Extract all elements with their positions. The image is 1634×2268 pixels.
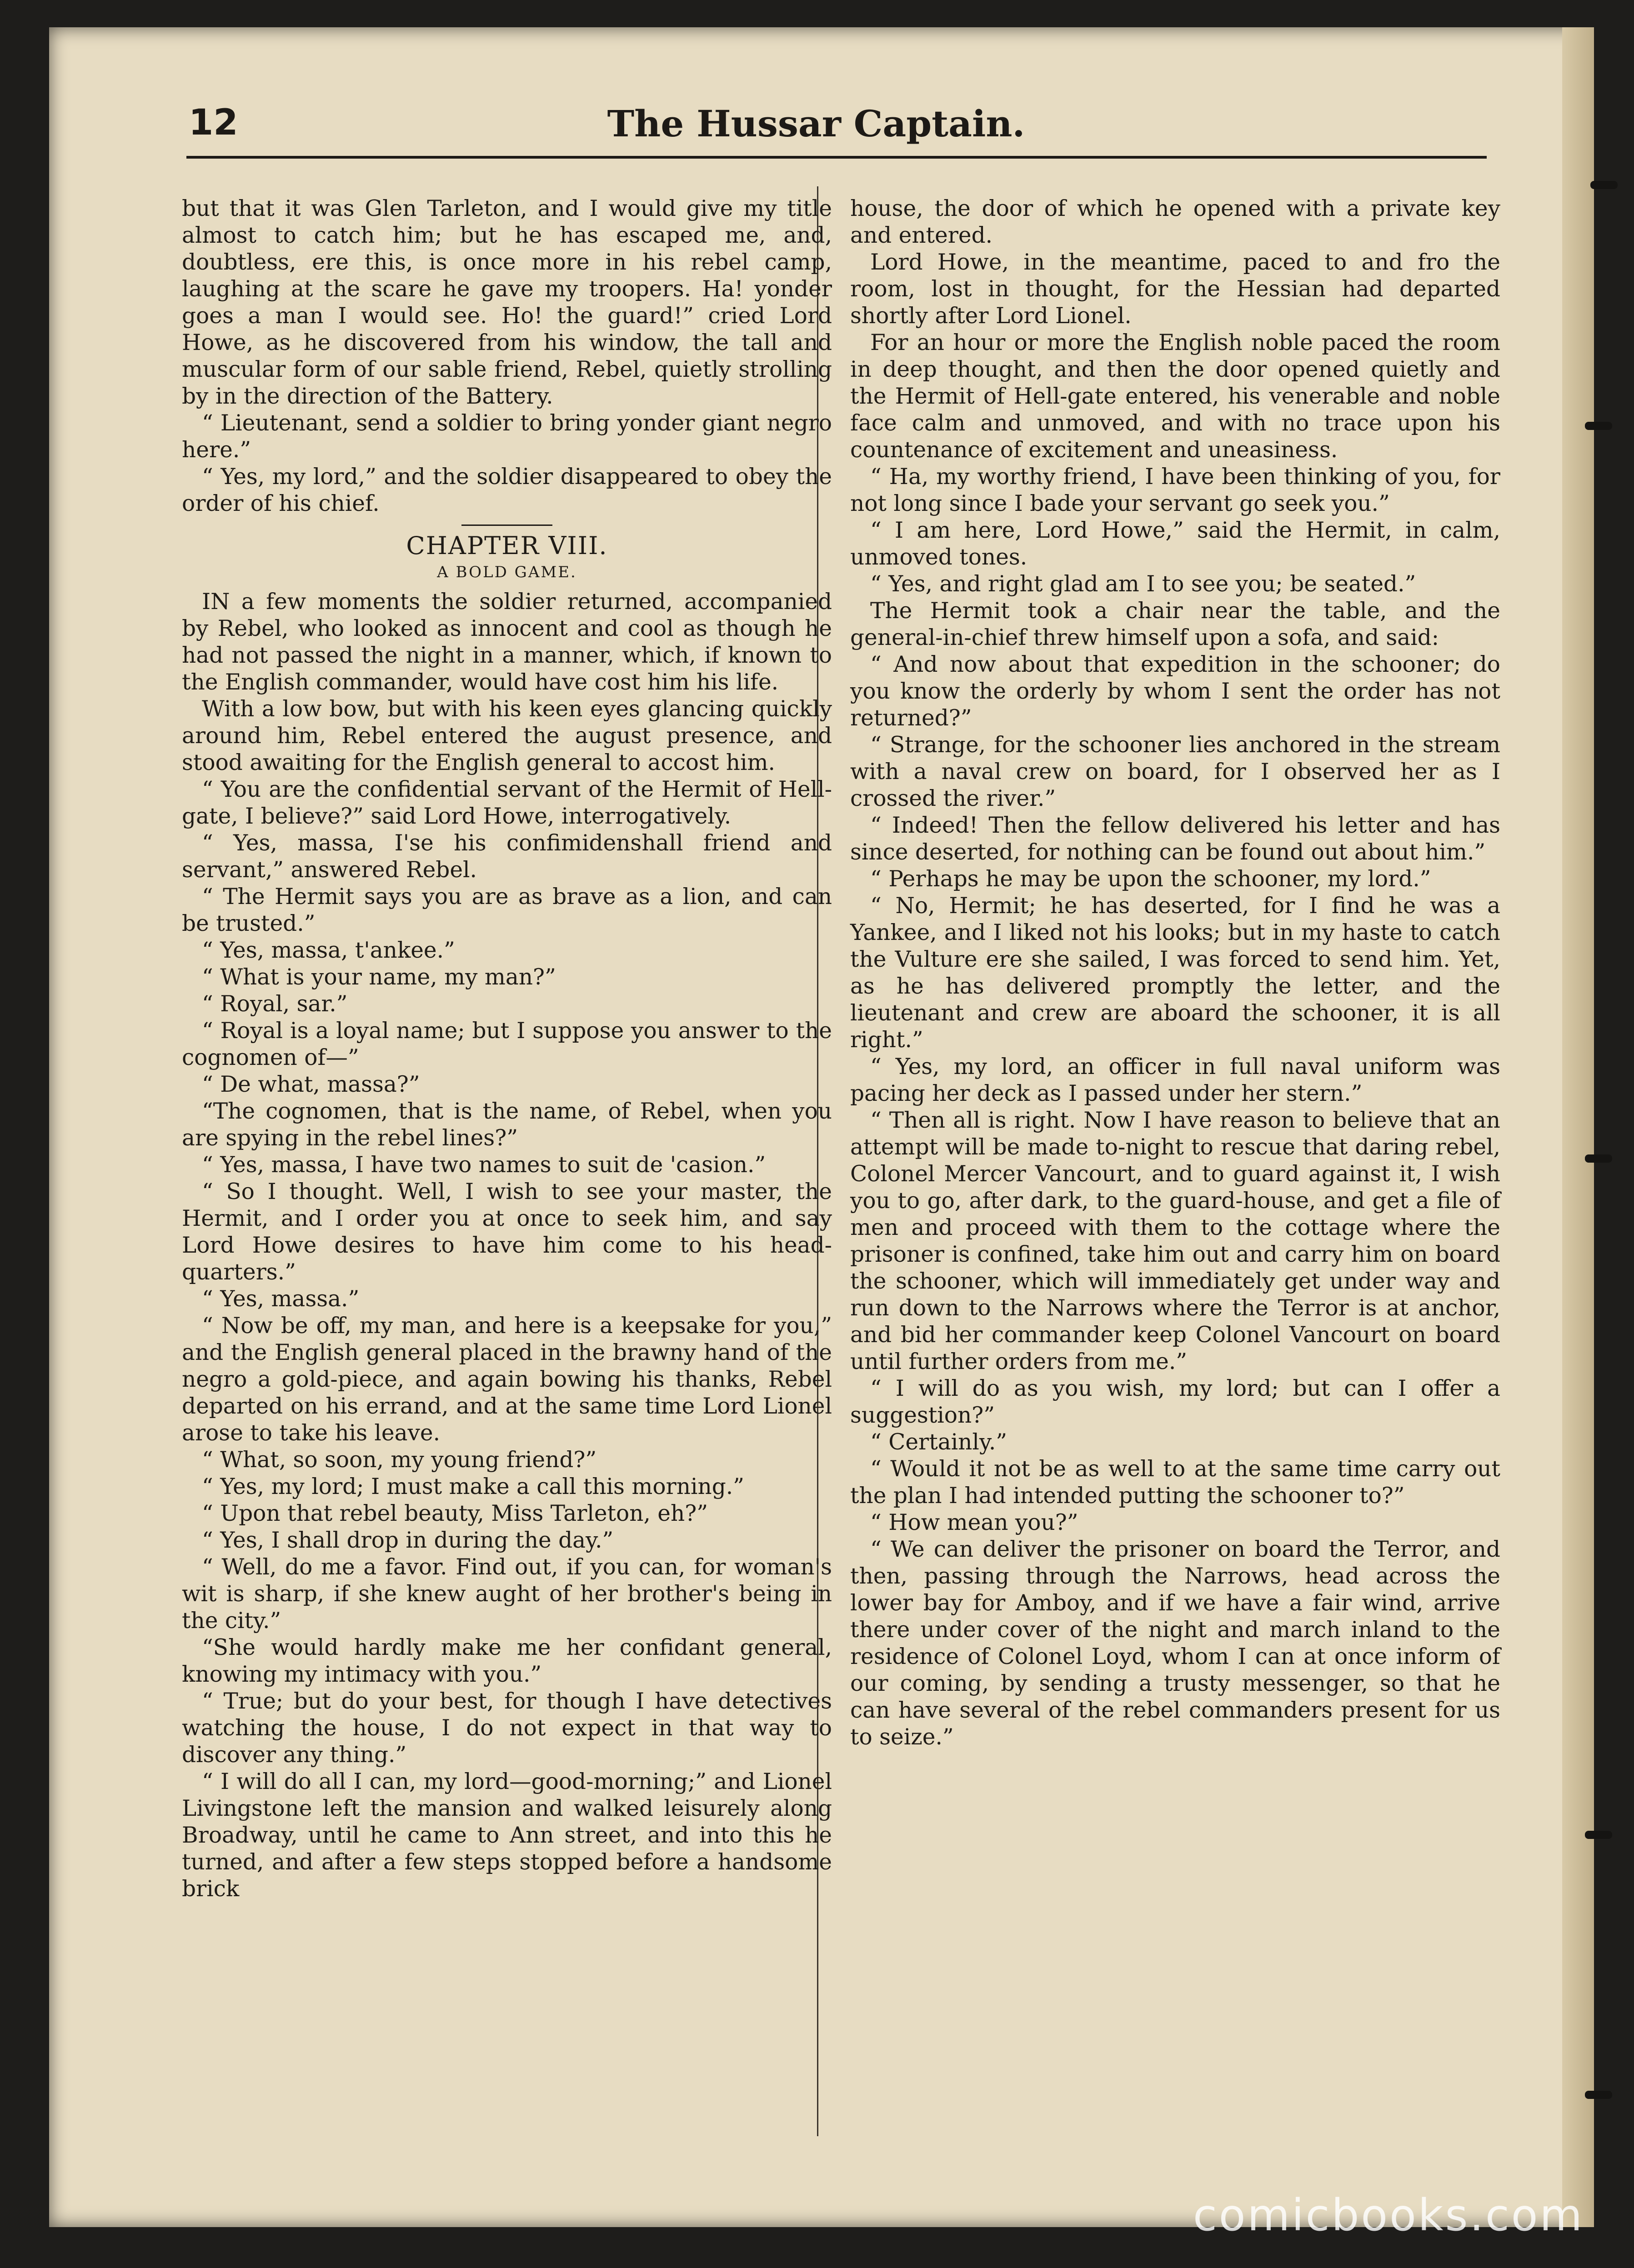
paragraph: “ Then all is right. Now I have reason to believe that an attempt will be made to-night to rescue that daring rebel, Colonel Mercer Vancourt, and to guard against it, I wish you to go, after dark, to the guard-house, and get a file of men and proceed with them to the cottage where the prisoner is confined, take him out and carry him on board the schooner, which will immediately get under way and run down to the Narrows where the Terror is at anchor, and bid her commander keep Colonel Vancourt on board until further orders from me.” bbox=[850, 1108, 1500, 1374]
paragraph: “ De what, massa?” bbox=[202, 1072, 420, 1097]
paragraph: “ No, Hermit; he has deserted, for I find he was a Yankee, and I liked not his looks; but in my haste to catch the Vulture ere she sailed, I was forced to send him. Yet, as he has delivered promptly the letter, and the lieutenant and crew are aboard the schooner, it is all right.” bbox=[850, 893, 1500, 1053]
paragraph: For an hour or more the English noble paced the room in deep thought, and then the door opened quietly and the Hermit of Hell-gate entered, his venerable and noble face calm and unmoved, and with no trace upon his countenance of excitement and uneasiness. bbox=[850, 330, 1500, 463]
paragraph: With a low bow, but with his keen eyes glancing quickly around him, Rebel entered the august presence, and stood awaiting for the English general to accost him. bbox=[182, 696, 832, 775]
paragraph: “ Yes, my lord; I must make a call this morning.” bbox=[202, 1474, 744, 1499]
paragraph: but that it was Glen Tarleton, and I would give my title almost to catch him; but he has escaped me, and, doubtless, ere this, is once more in his rebel camp, laughing at the scare he gave my troopers. Ha! yonder goes a man I would see. Ho! the guard!” cried Lord Howe, as he discovered from his window, the tall and muscular form of our sable friend, Rebel, quietly strolling by in the direction of the Battery. bbox=[182, 196, 832, 409]
paragraph: “ I will do as you wish, my lord; but can I offer a suggestion?” bbox=[850, 1376, 1500, 1428]
paragraph: “ Yes, massa, I have two names to suit de 'casion.” bbox=[202, 1152, 766, 1178]
paragraph: “ The Hermit says you are as brave as a lion, and can be trusted.” bbox=[182, 884, 832, 936]
paragraph: “ Ha, my worthy friend, I have been thinking of you, for not long since I bade your servant go seek you.” bbox=[850, 464, 1500, 516]
paragraph: “ Perhaps he may be upon the schooner, my lord.” bbox=[870, 866, 1431, 892]
paragraph: “ Yes, I shall drop in during the day.” bbox=[202, 1528, 614, 1553]
paragraph: house, the door of which he opened with a private key and entered. bbox=[850, 196, 1500, 248]
paragraph: “ How mean you?” bbox=[870, 1510, 1078, 1535]
right-column bbox=[850, 195, 1500, 1751]
paragraph: The Hermit took a chair near the table, and the general-in-chief threw himself upon a sofa, and said: bbox=[850, 598, 1500, 650]
paragraph: “ True; but do your best, for though I have detectives watching the house, I do not expect in that way to discover any thing.” bbox=[182, 1689, 832, 1768]
paragraph: “ Yes, massa.” bbox=[202, 1286, 360, 1312]
paragraph: “ Strange, for the schooner lies anchored in the stream with a naval crew on board, for I observed her as I crossed the river.” bbox=[850, 732, 1500, 811]
running-title: The Hussar Captain. bbox=[607, 102, 1025, 145]
binding-mark bbox=[1585, 422, 1612, 430]
binding-mark bbox=[1585, 2091, 1612, 2099]
paragraph: “ Certainly.” bbox=[870, 1429, 1007, 1455]
paragraph: “ And now about that expedition in the schooner; do you know the orderly by whom I sent the order has not returned?” bbox=[850, 652, 1500, 731]
header-rule bbox=[186, 156, 1487, 159]
paragraph: “She would hardly make me her confidant general, knowing my intimacy with you.” bbox=[182, 1635, 832, 1687]
paragraph: “ What is your name, my man?” bbox=[202, 964, 556, 990]
paragraph: “ I will do all I can, my lord—good-morning;” and Lionel Livingstone left the mansion and walked leisurely along Broadway, until he came to Ann street, and into this he turned, and after a few steps stopped before a handsome brick bbox=[182, 1769, 832, 1902]
paragraph: Lord Howe, in the meantime, paced to and fro the room, lost in thought, for the Hessian had departed shortly after Lord Lionel. bbox=[850, 250, 1500, 329]
chapter-title: CHAPTER VIII. bbox=[406, 531, 608, 560]
paragraph: “ Yes, massa, t'ankee.” bbox=[202, 938, 455, 963]
binding-mark bbox=[1585, 1831, 1612, 1839]
paragraph: “ Would it not be as well to at the same time carry out the plan I had intended putting the schooner to?” bbox=[850, 1456, 1500, 1509]
page-number: 12 bbox=[189, 102, 238, 143]
paragraph: “ Well, do me a favor. Find out, if you can, for woman's wit is sharp, if she knew aught of her brother's being in the city.” bbox=[182, 1554, 832, 1634]
paragraph: “ Indeed! Then the fellow delivered his letter and has since deserted, for nothing can be found out about him.” bbox=[850, 813, 1500, 865]
paragraph: “ So I thought. Well, I wish to see your master, the Hermit, and I order you at once to seek him, and say Lord Howe desires to have him come to his head-quarters.” bbox=[182, 1179, 832, 1285]
paragraph: “ Yes, and right glad am I to see you; be seated.” bbox=[870, 571, 1416, 597]
paragraph: “ Upon that rebel beauty, Miss Tarleton, eh?” bbox=[202, 1501, 708, 1526]
paragraph: “ Lieutenant, send a soldier to bring yonder giant negro here.” bbox=[182, 410, 832, 463]
paragraph: IN a few moments the soldier returned, accompanied by Rebel, who looked as innocent and cool as though he had not passed the night in a manner, which, if known to the English commander, would have cost him his life. bbox=[182, 589, 832, 695]
paragraph: “ What, so soon, my young friend?” bbox=[202, 1447, 597, 1473]
page-header bbox=[136, 102, 1496, 166]
paragraph: “ You are the confidential servant of the Hermit of Hell-gate, I believe?” said Lord Howe, interrogatively. bbox=[182, 777, 832, 829]
paragraph: “ Royal is a loyal name; but I suppose you answer to the cognomen of—” bbox=[182, 1018, 832, 1070]
left-column bbox=[182, 195, 832, 1903]
binding-mark bbox=[1590, 181, 1618, 189]
paragraph: “ Yes, massa, I'se his confimidenshall friend and servant,” answered Rebel. bbox=[182, 830, 832, 883]
paragraph: “ Royal, sar.” bbox=[202, 991, 348, 1017]
paragraph: “ Now be off, my man, and here is a keepsake for you,” and the English general placed in the brawny hand of the negro a gold-piece, and again bowing his thanks, Rebel departed on his errand, and at the same time Lord Lionel arose to take his leave. bbox=[182, 1313, 832, 1446]
paragraph: “ Yes, my lord, an officer in full naval uniform was pacing her deck as I passed under her stern.” bbox=[850, 1054, 1500, 1106]
section-rule bbox=[461, 525, 552, 526]
paragraph: “ Yes, my lord,” and the soldier disappeared to obey the order of his chief. bbox=[182, 464, 832, 516]
paragraph: “The cognomen, that is the name, of Rebel, when you are spying in the rebel lines?” bbox=[182, 1099, 832, 1151]
watermark: comicbooks.com bbox=[1193, 2190, 1584, 2241]
chapter-subtitle: A BOLD GAME. bbox=[437, 563, 577, 581]
binding-mark bbox=[1585, 1154, 1612, 1163]
page-edge bbox=[1562, 27, 1594, 2227]
paragraph: “ We can deliver the prisoner on board the Terror, and then, passing through the Narrows, head across the lower bay for Amboy, and if we have a fair wind, arrive there under cover of the night and march inland to the residence of Colonel Loyd, whom I can at once inform of our coming, by sending a trusty messenger, so that he can have several of the rebel commanders present for us to seize.” bbox=[850, 1537, 1500, 1750]
paragraph: “ I am here, Lord Howe,” said the Hermit, in calm, unmoved tones. bbox=[850, 518, 1500, 570]
